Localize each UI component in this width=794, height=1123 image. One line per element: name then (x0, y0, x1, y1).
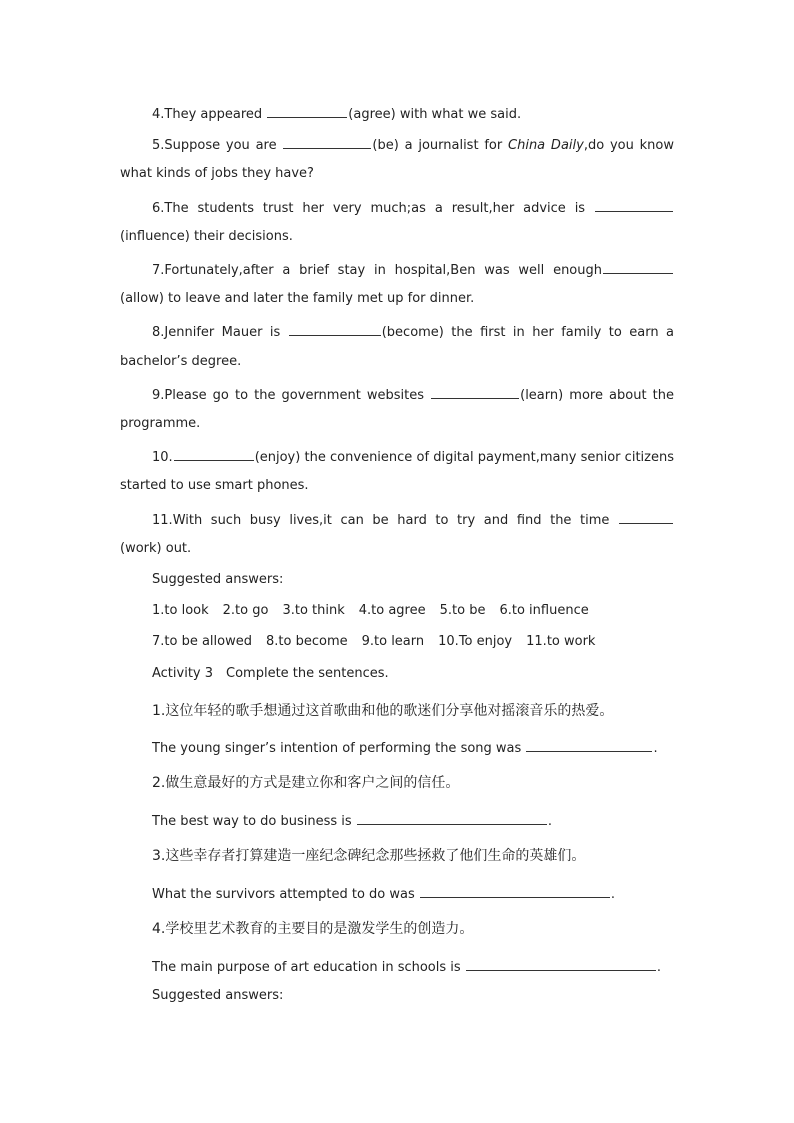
exercise-hint: (agree) with what we said. (348, 107, 522, 122)
answer-item: 7.to be allowed (152, 634, 252, 649)
exercise-number: 4. (152, 107, 165, 122)
exercise-number: 5. (152, 138, 165, 153)
exercise-11-continued: (work) out. (120, 541, 192, 556)
exercise-hint: (enjoy) the convenience of digital payment,many senior citizens (254, 450, 674, 465)
exercise-text: They appeared (164, 107, 263, 122)
sentence-text: The best way to do business is (152, 814, 352, 829)
period: . (610, 887, 616, 902)
answer-item: 2.to go (222, 603, 269, 618)
activity-3-heading: Activity 3 Complete the sentences. (152, 666, 389, 681)
answer-item: 9.to learn (361, 634, 425, 649)
exercise-number: 10. (152, 450, 173, 465)
answer-blank[interactable] (431, 384, 519, 399)
suggested-answers-heading: Suggested answers: (152, 572, 284, 587)
answer-item: 3.to think (282, 603, 345, 618)
sentence-1-english (152, 737, 658, 758)
exercise-9-continued: programme. (120, 416, 201, 431)
exercise-4 (152, 103, 521, 124)
sentence-text: The young singer’s intention of performing the song was (152, 741, 522, 756)
answer-blank[interactable] (289, 321, 381, 336)
answer-item: 4.to agree (358, 603, 426, 618)
answer-item: 6.to influence (499, 603, 589, 618)
exercise-text: Jennifer Mauer is (164, 325, 281, 340)
answer-item: 1.to look (152, 603, 209, 618)
answer-blank[interactable] (603, 259, 673, 274)
answer-item: 11.to work (526, 634, 596, 649)
answer-blank[interactable] (466, 956, 656, 971)
exercise-7 (120, 259, 674, 280)
exercise-8-continued: bachelor’s degree. (120, 354, 242, 369)
sentence-3-chinese: 3.这些幸存者打算建造一座纪念碑纪念那些拯救了他们生命的英雄们。 (152, 848, 586, 864)
sentence-text: What the survivors attempted to do was (152, 887, 415, 902)
exercise-11 (120, 509, 674, 530)
exercise-text: Please go to the government websites (164, 388, 425, 403)
exercise-hint: (learn) more about the (520, 388, 674, 403)
period: . (547, 814, 552, 829)
exercise-5 (120, 134, 674, 155)
newspaper-name: China Daily (508, 138, 584, 153)
exercise-6-continued: (influence) their decisions. (120, 229, 293, 244)
answer-blank[interactable] (420, 883, 610, 898)
exercise-text: Suppose you are (164, 138, 277, 153)
answer-blank[interactable] (526, 737, 652, 752)
exercise-text-end: ,do you know (583, 138, 674, 153)
answer-blank[interactable] (283, 134, 371, 149)
exercise-number: 11. (152, 513, 173, 528)
suggested-answers-heading-2: Suggested answers: (152, 988, 284, 1003)
exercise-8 (120, 321, 674, 342)
exercise-5-continued: what kinds of jobs they have? (120, 166, 314, 181)
answer-blank[interactable] (174, 446, 254, 461)
period: . (656, 960, 661, 975)
sentence-2-english (152, 810, 552, 831)
answers-row-1 (152, 602, 603, 620)
answers-row-2 (152, 633, 609, 651)
exercise-number: 9. (152, 388, 165, 403)
exercise-text: With such busy lives,it can be hard to try and find the time (172, 513, 610, 528)
exercise-number: 7. (152, 263, 165, 278)
answer-blank[interactable] (357, 810, 547, 825)
exercise-hint: (become) the first in her family to earn a (381, 325, 674, 340)
exercise-text: The students trust her very much;as a result,her advice is (164, 201, 586, 216)
answer-item: 8.to become (266, 634, 348, 649)
sentence-3-english (152, 883, 615, 904)
sentence-4-chinese: 4.学校里艺术教育的主要目的是激发学生的创造力。 (152, 921, 474, 937)
exercise-10-continued: started to use smart phones. (120, 478, 309, 493)
exercise-text: Fortunately,after a brief stay in hospital,Ben was well enough (164, 263, 602, 278)
sentence-1-chinese: 1.这位年轻的歌手想通过这首歌曲和他的歌迷们分享他对摇滚音乐的热爱。 (152, 703, 614, 719)
exercise-hint: (be) a journalist for (372, 138, 503, 153)
answer-blank[interactable] (267, 103, 347, 118)
exercise-number: 8. (152, 325, 165, 340)
answer-blank[interactable] (595, 197, 673, 212)
exercise-10 (120, 446, 674, 467)
sentence-2-chinese: 2.做生意最好的方式是建立你和客户之间的信任。 (152, 775, 460, 791)
answer-item: 10.To enjoy (438, 634, 513, 649)
exercise-number: 6. (152, 201, 165, 216)
exercise-9 (120, 384, 674, 405)
sentence-4-english (152, 956, 661, 977)
exercise-7-continued: (allow) to leave and later the family met up for dinner. (120, 291, 475, 306)
answer-blank[interactable] (619, 509, 673, 524)
exercise-6 (120, 197, 674, 218)
sentence-text: The main purpose of art education in schools is (152, 960, 461, 975)
answer-item: 5.to be (439, 603, 486, 618)
period: . (653, 741, 658, 756)
